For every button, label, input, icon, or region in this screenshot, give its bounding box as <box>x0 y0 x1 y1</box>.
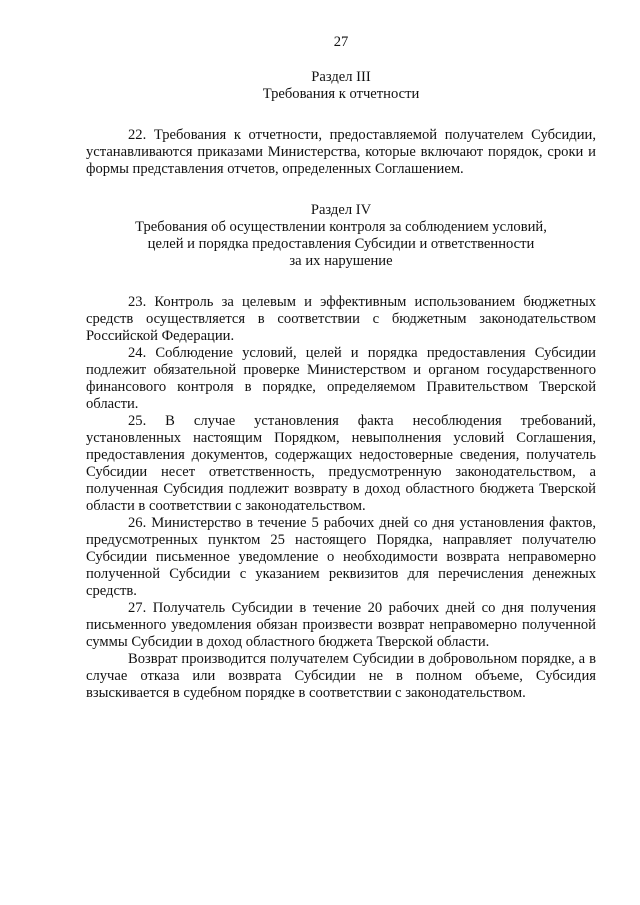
spacer <box>86 103 596 127</box>
paragraph-23: 23. Контроль за целевым и эффективным использованием бюджетных средств осуществляется в соответствии с бюджетным законодательством Российской Федерации. <box>86 294 596 344</box>
section-3-title: Требования к отчетности <box>262 86 420 102</box>
paragraph-27-continued: Возврат производится получателем Субсидии в добровольном порядке, а в случае отказа или возврата Субсидии не в полном объеме, Субсидия взыскивается в судебном порядке в соответствии с законодательством. <box>86 651 596 701</box>
spacer <box>86 178 596 202</box>
spacer <box>86 270 596 294</box>
document-page <box>86 34 596 702</box>
paragraph-22: 22. Требования к отчетности, предоставляемой получателем Субсидии, устанавливаются приказами Министерства, которые включают порядок, сроки и формы представления отчетов, определенных Соглашением. <box>86 127 596 177</box>
section-4-title-line-2: целей и порядка предоставления Субсидии и ответственности <box>147 236 535 252</box>
paragraph-25: 25. В случае установления факта несоблюдения требований, установленных настоящим Порядком, невыполнения условий Соглашения, предоставления документов, содержащих недостоверные сведения, получатель Субсидии несет ответственность, предусмотренную законодательством, а полученная Субсидия подлежит возврату в доход областного бюджета Тверской области в соответствии с законодательством. <box>86 413 596 514</box>
section-4-title-line-3: за их нарушение <box>289 253 393 269</box>
section-4-title-line-1: Требования об осуществлении контроля за соблюдением условий, <box>135 219 547 235</box>
paragraph-26: 26. Министерство в течение 5 рабочих дней со дня установления фактов, предусмотренных пунктом 25 настоящего Порядка, направляет получателю Субсидии письменное уведомление о необходимости возврата неправомерно полученной Субсидии с указанием реквизитов для перечисления денежных средств. <box>86 515 596 599</box>
section-4-label: Раздел IV <box>310 202 372 218</box>
paragraph-27: 27. Получатель Субсидии в течение 20 рабочих дней со дня получения письменного уведомления обязан произвести возврат неправомерно полученной суммы Субсидии в доход областного бюджета Тверской области. <box>86 600 596 650</box>
paragraph-24: 24. Соблюдение условий, целей и порядка предоставления Субсидии подлежит обязательной проверке Министерством и органом государственного финансового контроля в порядке, определяемом Правительством Тверской области. <box>86 345 596 412</box>
page-number: 27 <box>333 34 349 50</box>
section-3-label: Раздел III <box>311 69 371 85</box>
